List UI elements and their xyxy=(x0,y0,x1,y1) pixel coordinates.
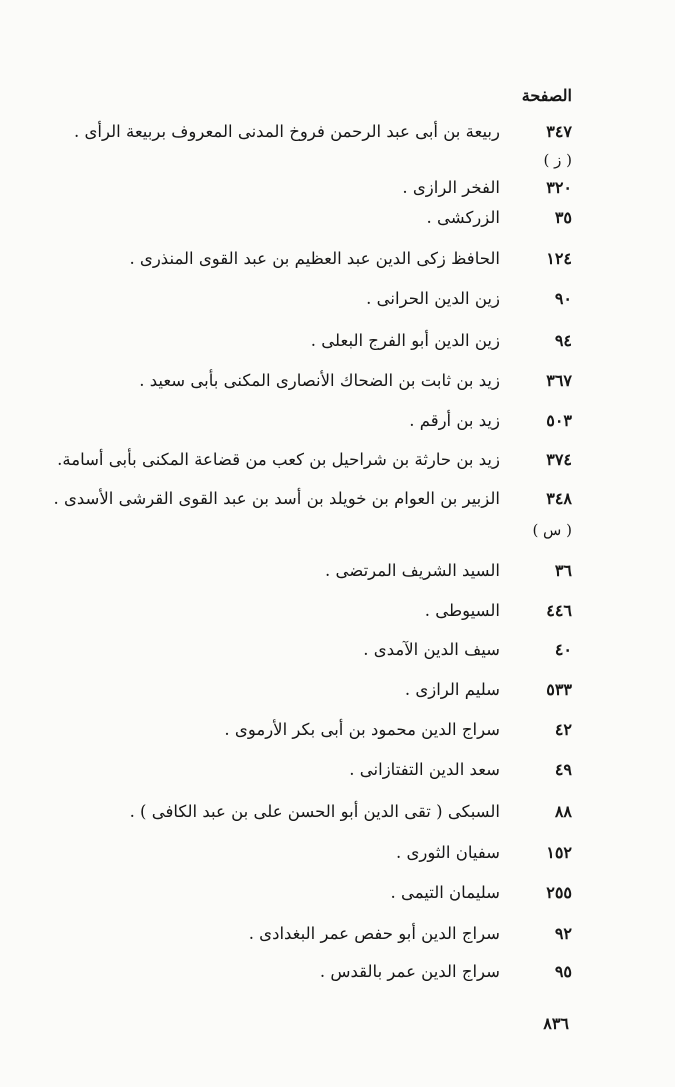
entry-name: السيد الشريف المرتضى . xyxy=(325,561,500,580)
entry-page-number: ٤٢ xyxy=(554,720,572,739)
entry-name: سراج الدين عمر بالقدس . xyxy=(319,962,500,981)
entry-name: سيف الدين الآمدى . xyxy=(363,640,500,659)
index-entry xyxy=(0,883,675,909)
entry-page-number: ٩٢ xyxy=(554,924,572,943)
footer-page-number: ٨٣٦ xyxy=(543,1014,569,1033)
entry-name: زيد بن حارثة بن شراحيل بن كعب من قضاعة المكنى بأبى أسامة. xyxy=(57,450,500,469)
index-entry xyxy=(0,720,675,746)
index-entry xyxy=(0,489,675,515)
index-entry xyxy=(0,208,675,234)
entry-name: سليمان التيمى . xyxy=(390,883,500,902)
entry-page-number: ٤٠ xyxy=(554,640,572,659)
page-column-header: الصفحة xyxy=(521,86,572,105)
entry-page-number: ٣٢٠ xyxy=(546,178,572,197)
entry-name: السيوطى . xyxy=(424,601,500,620)
index-entry xyxy=(0,802,675,828)
entry-page-number: ٣٥ xyxy=(554,208,572,227)
index-entry xyxy=(0,601,675,627)
entry-name: سفيان الثورى . xyxy=(395,843,500,862)
entry-name: زين الدين الحرانى . xyxy=(366,289,500,308)
entry-name: الحافظ زكى الدين عبد العظيم بن عبد القوى المنذرى . xyxy=(129,249,500,268)
entry-name: الفخر الرازى . xyxy=(402,178,500,197)
index-entry xyxy=(0,561,675,587)
entry-page-number: ٣٤٨ xyxy=(546,489,572,508)
entry-page-number: ٩٥ xyxy=(554,962,572,981)
section-heading-zay: ( ز ) xyxy=(543,151,572,169)
entry-page-number: ٨٨ xyxy=(554,802,572,821)
index-entry xyxy=(0,760,675,786)
entry-name: زيد بن ثابت بن الضحاك الأنصارى المكنى بأبى سعيد . xyxy=(139,371,500,390)
index-entry xyxy=(0,371,675,397)
entry-name: ربيعة بن أبى عبد الرحمن فروخ المدنى المعروف بربيعة الرأى . xyxy=(74,122,500,141)
entry-page-number: ٥٣٣ xyxy=(546,680,572,699)
index-entry xyxy=(0,640,675,666)
entry-name: سراج الدين أبو حفص عمر البغدادى . xyxy=(248,924,500,943)
entry-name: زين الدين أبو الفرج البعلى . xyxy=(310,331,500,350)
index-entry xyxy=(0,843,675,869)
entry-name: سراج الدين محمود بن أبى بكر الأرموى . xyxy=(224,720,500,739)
entry-page-number: ٤٩ xyxy=(554,760,572,779)
index-entry xyxy=(0,289,675,315)
index-entry xyxy=(0,249,675,275)
index-entry xyxy=(0,924,675,950)
entry-page-number: ٣٧٤ xyxy=(546,450,572,469)
entry-name: سعد الدين التفتازانى . xyxy=(349,760,500,779)
section-heading-sin: ( س ) xyxy=(532,521,572,539)
entry-name: سليم الرازى . xyxy=(404,680,500,699)
entry-page-number: ٤٤٦ xyxy=(546,601,572,620)
index-entry xyxy=(0,680,675,706)
index-entry xyxy=(0,450,675,476)
index-entry xyxy=(0,962,675,988)
entry-name: السبكى ( تقى الدين أبو الحسن على بن عبد الكافى ) . xyxy=(129,802,500,821)
entry-page-number: ٢٥٥ xyxy=(546,883,572,902)
index-entry xyxy=(0,122,675,148)
index-entry xyxy=(0,178,675,204)
entry-page-number: ٣٦٧ xyxy=(546,371,572,390)
index-entry xyxy=(0,331,675,357)
entry-page-number: ٩٤ xyxy=(554,331,572,350)
entry-page-number: ١٥٢ xyxy=(546,843,572,862)
entry-name: زيد بن أرقم . xyxy=(409,411,500,430)
entry-page-number: ٥٠٣ xyxy=(546,411,572,430)
index-entry xyxy=(0,411,675,437)
entry-name: الزبير بن العوام بن خويلد بن أسد بن عبد القوى القرشى الأسدى . xyxy=(53,489,500,508)
entry-name: الزركشى . xyxy=(426,208,500,227)
entry-page-number: ٣٤٧ xyxy=(546,122,572,141)
entry-page-number: ١٢٤ xyxy=(546,249,572,268)
entry-page-number: ٩٠ xyxy=(554,289,572,308)
entry-page-number: ٣٦ xyxy=(554,561,572,580)
